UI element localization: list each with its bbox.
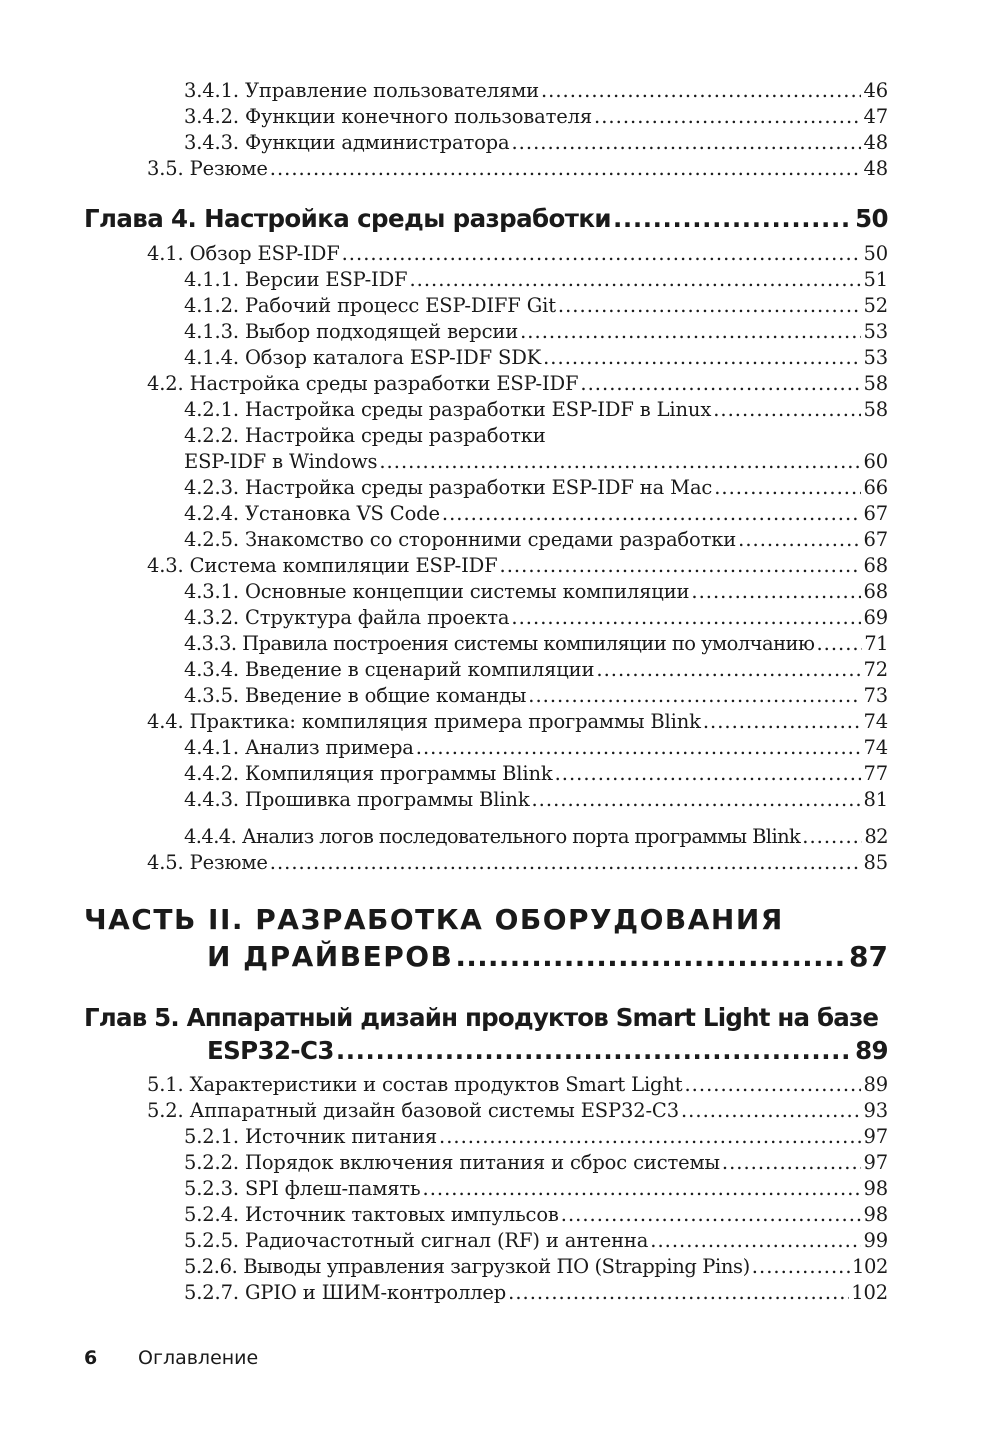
entry-title: 4.4.3. Прошивка программы Blink bbox=[184, 788, 530, 811]
leader-dots bbox=[531, 787, 861, 813]
toc-entry bbox=[184, 735, 888, 761]
entry-title: 4.5. Резюме bbox=[147, 851, 268, 874]
entry-title-continuation: ESP-IDF в Windows bbox=[184, 450, 378, 473]
toc-entry bbox=[184, 631, 888, 657]
entry-title: 4.1.2. Рабочий процесс ESP-DIFF Git bbox=[184, 294, 556, 317]
entry-page: 46 bbox=[863, 79, 888, 102]
entry-page: 74 bbox=[863, 710, 888, 733]
entry-title: 4.3. Система компиляции ESP-IDF bbox=[147, 554, 498, 577]
leader-dots bbox=[681, 1098, 862, 1124]
chapter-title: Глав 5. Аппаратный дизайн продуктов Smart Light на базе bbox=[84, 1003, 879, 1032]
leader-dots bbox=[558, 293, 862, 319]
leader-dots bbox=[594, 104, 861, 130]
leader-dots bbox=[416, 735, 862, 761]
entry-title: 5.2.1. Источник питания bbox=[184, 1125, 437, 1148]
entry-page: 73 bbox=[863, 684, 888, 707]
entry-page: 85 bbox=[863, 851, 888, 874]
entry-title: 4.2.2. Настройка среды разработки bbox=[184, 424, 546, 447]
chapter-entry bbox=[84, 202, 888, 236]
leader-dots bbox=[511, 605, 861, 631]
entry-title: 4.3.2. Структура файла проекта bbox=[184, 606, 510, 629]
entry-title: 4.3.5. Введение в общие команды bbox=[184, 684, 527, 707]
leader-dots bbox=[722, 1150, 862, 1176]
leader-dots bbox=[336, 1034, 853, 1068]
leader-dots bbox=[520, 319, 861, 345]
leader-dots bbox=[580, 371, 861, 397]
leader-dots bbox=[409, 267, 861, 293]
entry-page: 68 bbox=[863, 554, 888, 577]
leader-dots bbox=[613, 202, 853, 236]
toc-entry bbox=[184, 293, 888, 319]
entry-page: 50 bbox=[863, 242, 888, 265]
toc-entry bbox=[184, 397, 888, 423]
entry-title: 5.2.4. Источник тактовых импульсов bbox=[184, 1203, 559, 1226]
entry-title: 4.2.5. Знакомство со сторонними средами разработки bbox=[184, 528, 737, 551]
entry-page: 97 bbox=[863, 1125, 888, 1148]
leader-dots bbox=[816, 631, 862, 657]
part-title-continuation: И ДРАЙВЕРОВ bbox=[207, 940, 454, 973]
chapter-title-continuation: ESP32-C3 bbox=[207, 1036, 334, 1065]
chapter-page: 50 bbox=[855, 204, 888, 233]
leader-dots bbox=[752, 1254, 850, 1280]
part-entry bbox=[207, 939, 888, 975]
toc-entry bbox=[184, 1176, 888, 1202]
entry-page: 51 bbox=[863, 268, 888, 291]
entry-page: 53 bbox=[863, 320, 888, 343]
toc-entry bbox=[184, 1228, 888, 1254]
leader-dots bbox=[270, 156, 862, 182]
entry-page: 58 bbox=[863, 372, 888, 395]
entry-title: 5.2.5. Радиочастотный сигнал (RF) и антенна bbox=[184, 1229, 649, 1252]
toc-entry bbox=[184, 319, 888, 345]
entry-page: 60 bbox=[863, 450, 888, 473]
entry-page: 98 bbox=[863, 1177, 888, 1200]
leader-dots bbox=[713, 397, 861, 423]
leader-dots bbox=[541, 78, 862, 104]
entry-title: 5.2. Аппаратный дизайн базовой системы ESP32-C3 bbox=[147, 1099, 679, 1122]
entry-page: 93 bbox=[863, 1099, 888, 1122]
page-number: 6 bbox=[84, 1347, 98, 1369]
running-title: Оглавление bbox=[138, 1347, 259, 1369]
toc-entry bbox=[147, 1072, 888, 1098]
entry-page: 47 bbox=[863, 105, 888, 128]
entry-title: 3.4.3. Функции администратора bbox=[184, 131, 510, 154]
leader-dots bbox=[423, 1176, 862, 1202]
entry-title: 3.4.1. Управление пользователями bbox=[184, 79, 539, 102]
toc-entry bbox=[184, 345, 888, 371]
leader-dots bbox=[543, 345, 861, 371]
entry-title: 4.2. Настройка среды разработки ESP-IDF bbox=[147, 372, 579, 395]
entry-page: 69 bbox=[863, 606, 888, 629]
entry-title: 3.5. Резюме bbox=[147, 157, 268, 180]
leader-dots bbox=[561, 1202, 862, 1228]
chapter-page: 89 bbox=[855, 1036, 888, 1065]
entry-title: 5.2.6. Выводы управления загрузкой ПО (Strapping Pins) bbox=[184, 1255, 750, 1278]
toc-entry bbox=[184, 683, 888, 709]
entry-page: 48 bbox=[863, 157, 888, 180]
entry-title: 5.1. Характеристики и состав продуктов Smart Light bbox=[147, 1073, 683, 1096]
toc-entry bbox=[184, 657, 888, 683]
entry-page: 71 bbox=[864, 632, 888, 655]
toc-entry bbox=[184, 1124, 888, 1150]
entry-page: 58 bbox=[863, 398, 888, 421]
page-footer bbox=[84, 1345, 258, 1371]
part-page: 87 bbox=[849, 940, 888, 973]
leader-dots bbox=[455, 939, 847, 975]
leader-dots bbox=[270, 850, 862, 876]
leader-dots bbox=[596, 657, 861, 683]
entry-page: 102 bbox=[851, 1281, 888, 1304]
leader-dots bbox=[342, 241, 862, 267]
toc-entry bbox=[184, 267, 888, 293]
leader-dots bbox=[379, 449, 861, 475]
entry-page: 102 bbox=[851, 1255, 888, 1278]
entry-title: 4.4.2. Компиляция программы Blink bbox=[184, 762, 553, 785]
leader-dots bbox=[555, 761, 862, 787]
chapter-entry bbox=[207, 1034, 888, 1068]
toc-entry bbox=[147, 156, 888, 182]
entry-page: 72 bbox=[863, 658, 888, 681]
entry-title: 4.2.3. Настройка среды разработки ESP-IDF на Mac bbox=[184, 476, 713, 499]
entry-title: 4.3.1. Основные концепции системы компиляции bbox=[184, 580, 690, 603]
toc-entry bbox=[184, 449, 888, 475]
toc-entry bbox=[184, 1254, 888, 1280]
entry-page: 97 bbox=[863, 1151, 888, 1174]
entry-page: 98 bbox=[863, 1203, 888, 1226]
entry-title: 5.2.7. GPIO и ШИМ-контроллер bbox=[184, 1281, 507, 1304]
entry-title: 4.1. Обзор ESP-IDF bbox=[147, 242, 340, 265]
toc-entry bbox=[147, 553, 888, 579]
entry-title: 4.4.4. Анализ логов последовательного порта программы Blink bbox=[184, 825, 801, 848]
chapter-title: Глава 4. Настройка среды разработки bbox=[84, 204, 611, 233]
leader-dots bbox=[738, 527, 861, 553]
entry-title: 5.2.3. SPI флеш-память bbox=[184, 1177, 421, 1200]
toc-entry bbox=[184, 78, 888, 104]
toc-entry bbox=[184, 761, 888, 787]
entry-page: 74 bbox=[863, 736, 888, 759]
entry-title: 4.1.1. Версии ESP-IDF bbox=[184, 268, 408, 291]
part-title: ЧАСТЬ II. РАЗРАБОТКА ОБОРУДОВАНИЯ bbox=[84, 903, 784, 936]
leader-dots bbox=[500, 553, 862, 579]
toc-entry bbox=[184, 527, 888, 553]
toc-entry bbox=[184, 130, 888, 156]
entry-page: 89 bbox=[863, 1073, 888, 1096]
leader-dots bbox=[511, 130, 861, 156]
toc-entry bbox=[184, 787, 888, 813]
leader-dots bbox=[508, 1280, 849, 1306]
leader-dots bbox=[439, 1124, 861, 1150]
entry-page: 77 bbox=[863, 762, 888, 785]
entry-title: 4.4. Практика: компиляция примера программы Blink bbox=[147, 710, 701, 733]
leader-dots bbox=[442, 501, 862, 527]
entry-title: 4.2.1. Настройка среды разработки ESP-IDF в Linux bbox=[184, 398, 712, 421]
toc-entry bbox=[184, 605, 888, 631]
leader-dots bbox=[714, 475, 861, 501]
entry-page: 67 bbox=[863, 502, 888, 525]
entry-title: 4.3.4. Введение в сценарий компиляции bbox=[184, 658, 595, 681]
leader-dots bbox=[528, 683, 861, 709]
entry-page: 52 bbox=[863, 294, 888, 317]
toc-entry bbox=[184, 475, 888, 501]
toc-entry bbox=[184, 1280, 888, 1306]
entry-title: 4.2.4. Установка VS Code bbox=[184, 502, 440, 525]
entry-title: 4.1.3. Выбор подходящей версии bbox=[184, 320, 519, 343]
toc-entry bbox=[184, 104, 888, 130]
entry-title: 5.2.2. Порядок включения питания и сброс системы bbox=[184, 1151, 720, 1174]
entry-title: 4.4.1. Анализ примера bbox=[184, 736, 414, 759]
toc-entry bbox=[184, 1202, 888, 1228]
entry-page: 48 bbox=[863, 131, 888, 154]
leader-dots bbox=[802, 824, 862, 850]
toc-entry bbox=[184, 1150, 888, 1176]
toc-entry bbox=[184, 501, 888, 527]
entry-page: 66 bbox=[863, 476, 888, 499]
entry-title: 4.1.4. Обзор каталога ESP-IDF SDK bbox=[184, 346, 542, 369]
entry-page: 67 bbox=[863, 528, 888, 551]
toc-entry bbox=[147, 850, 888, 876]
toc-entry bbox=[184, 579, 888, 605]
entry-page: 81 bbox=[863, 788, 888, 811]
leader-dots bbox=[703, 709, 862, 735]
toc-entry bbox=[147, 241, 888, 267]
leader-dots bbox=[650, 1228, 861, 1254]
toc-entry bbox=[147, 371, 888, 397]
leader-dots bbox=[691, 579, 861, 605]
entry-page: 82 bbox=[864, 825, 888, 848]
entry-page: 99 bbox=[863, 1229, 888, 1252]
entry-title: 4.3.3. Правила построения системы компиляции по умолчанию bbox=[184, 632, 815, 655]
toc-entry bbox=[184, 824, 888, 850]
entry-page: 53 bbox=[863, 346, 888, 369]
toc-entry bbox=[147, 1098, 888, 1124]
entry-page: 68 bbox=[863, 580, 888, 603]
entry-title: 3.4.2. Функции конечного пользователя bbox=[184, 105, 593, 128]
toc-entry bbox=[147, 709, 888, 735]
leader-dots bbox=[684, 1072, 861, 1098]
